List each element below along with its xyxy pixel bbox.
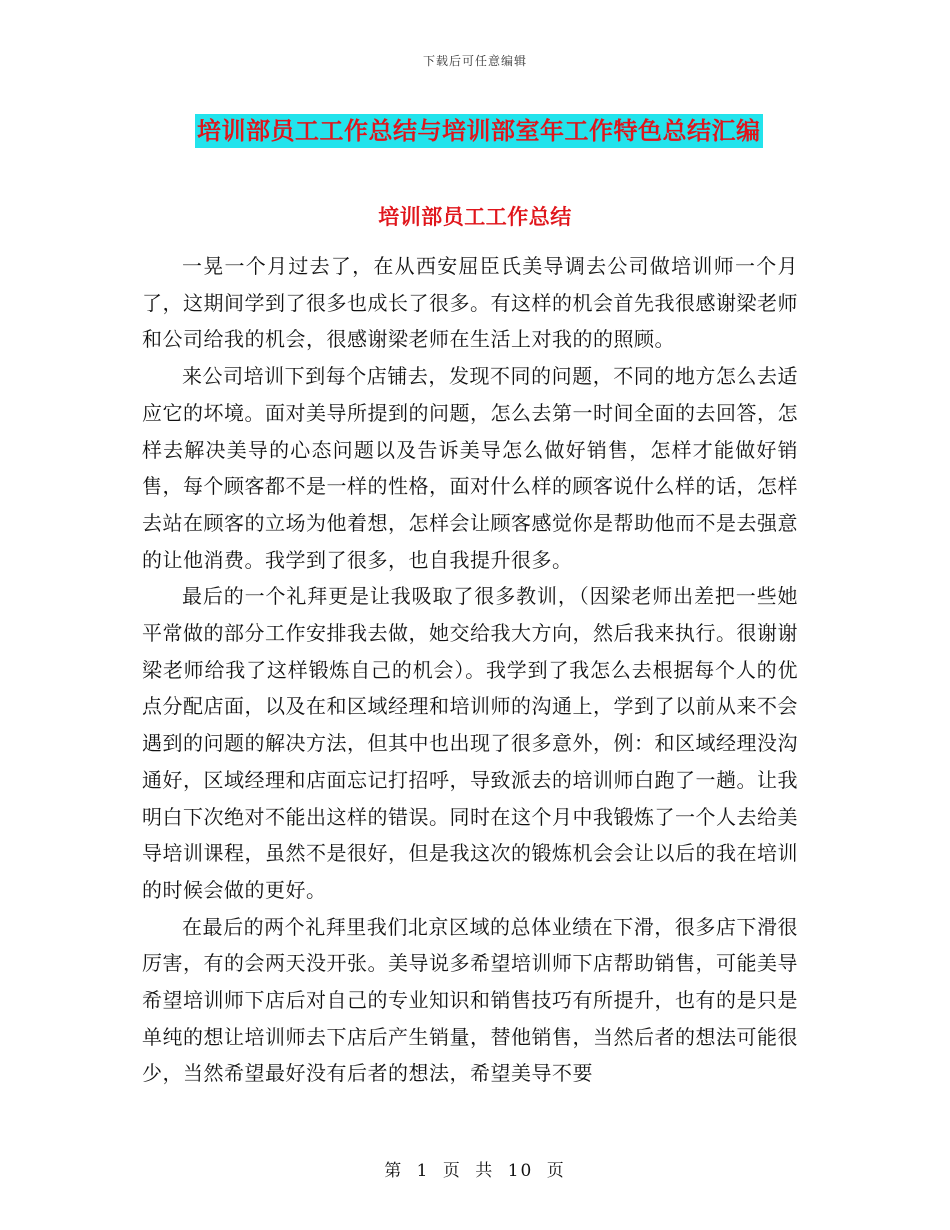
paragraph: 最后的一个礼拜更是让我吸取了很多教训，（因梁老师出差把一些她平常做的部分工作安排我去做，她交给我大方向，然后我来执行。很谢谢梁老师给我了这样锻炼自己的机会）。我学到了我怎么去根据每个人的优点分配店面，以及在和区域经理和培训师的沟通上，学到了以前从来不会遇到的问题的解决方法，但其中也出现了很多意外，例：和区域经理没沟通好，区域经理和店面忘记打招呼，导致派去的培训师白跑了一趟。让我明白下次绝对不能出这样的错误。同时在这个月中我锻炼了一个人去给美导培训课程，虽然不是很好，但是我这次的锻炼机会会让以后的我在培训的时候会做的更好。 [142,584,798,902]
document-body [142,248,798,1092]
header-note: 下载后可任意编辑 [422,54,527,68]
paragraph: 一晃一个月过去了，在从西安屈臣氏美导调去公司做培训师一个月了，这期间学到了很多也成长了很多。有这样的机会首先我很感谢梁老师和公司给我的机会，很感谢梁老师在生活上对我的的照顾。 [142,254,798,352]
page-number-footer: 第 1 页 共 10 页 [384,1161,566,1181]
paragraph: 在最后的两个礼拜里我们北京区域的总体业绩在下滑，很多店下滑很厉害，有的会两天没开张。美导说多希望培训师下店帮助销售，可能美导希望培训师下店后对自己的专业知识和销售技巧有所提升，也有的是只是单纯的想让培训师去下店后产生销量，替他销售，当然后者的想法可能很少，当然希望最好没有后者的想法，希望美导不要 [142,914,798,1086]
document-title: 培训部员工工作总结与培训部室年工作特色总结汇编 [195,114,763,148]
paragraph: 来公司培训下到每个店铺去，发现不同的问题，不同的地方怎么去适应它的坏境。面对美导所提到的问题，怎么去第一时间全面的去回答，怎样去解决美导的心态问题以及告诉美导怎么做好销售，怎样才能做好销售，每个顾客都不是一样的性格，面对什么样的顾客说什么样的话，怎样去站在顾客的立场为他着想，怎样会让顾客感觉你是帮助他而不是去强意的让他消费。我学到了很多，也自我提升很多。 [142,364,798,572]
section-title: 培训部员工工作总结 [378,205,572,229]
